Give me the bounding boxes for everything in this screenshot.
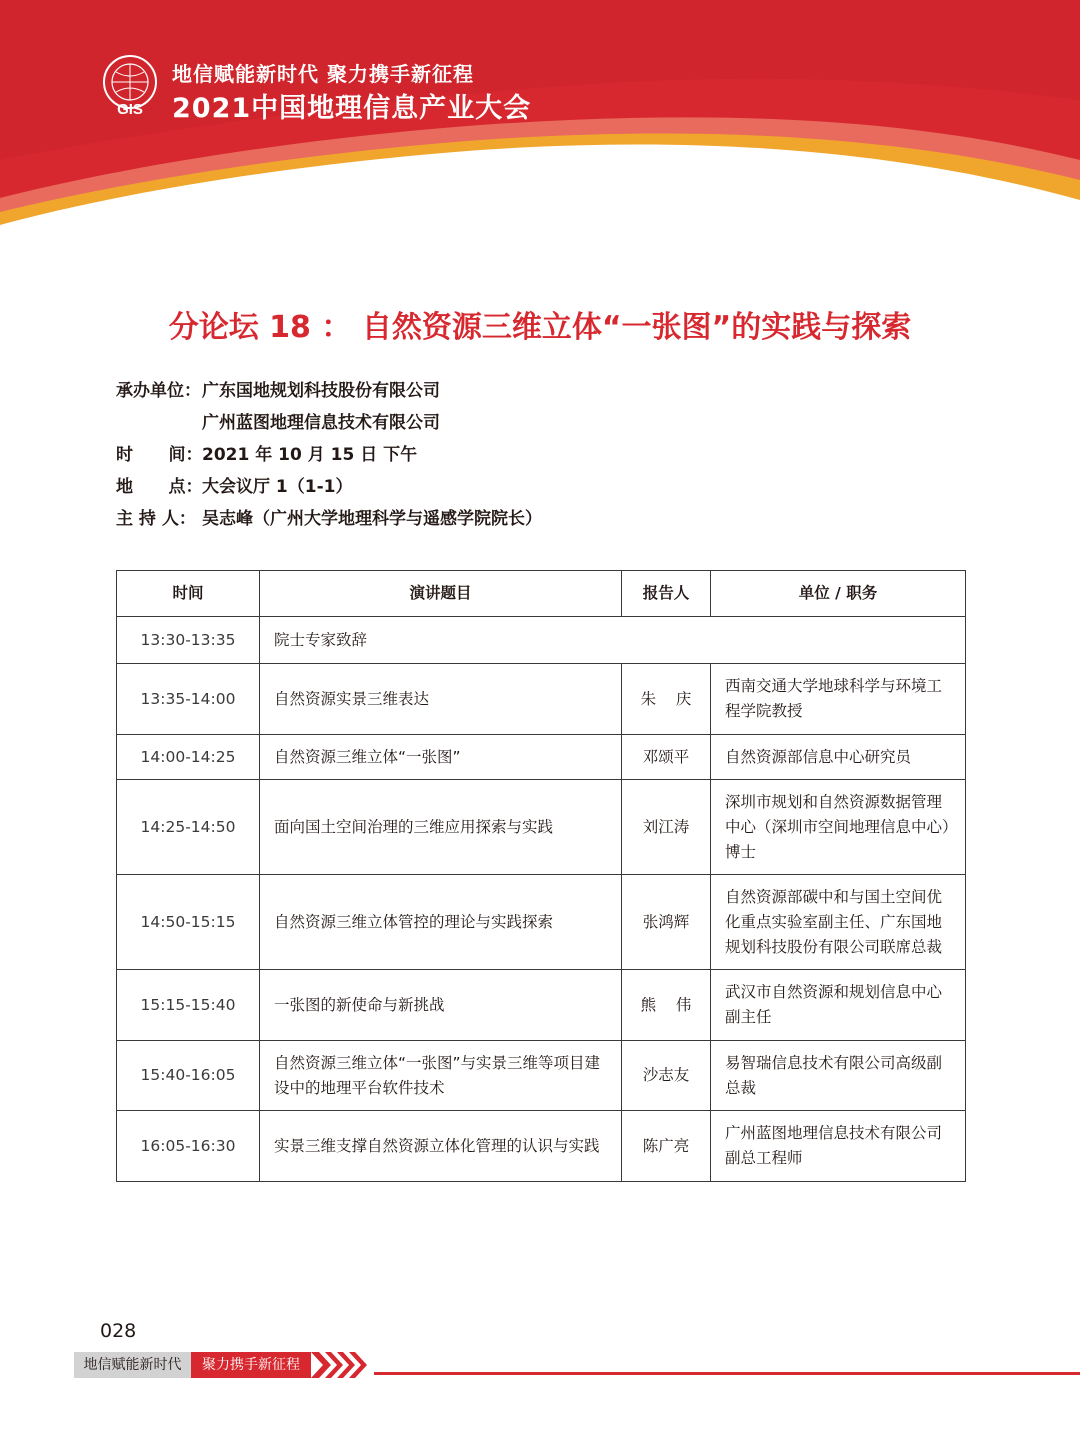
footer-right-label: 聚力携手新征程	[191, 1352, 311, 1378]
row-speaker: 刘江涛	[622, 780, 711, 875]
time-value: 2021 年 10 月 15 日 下午	[202, 445, 418, 465]
row-speaker: 邓颂平	[622, 735, 711, 780]
header-topic: 演讲题目	[260, 571, 622, 617]
row-unit: 深圳市规划和自然资源数据管理中心（深圳市空间地理信息中心）博士	[711, 780, 966, 875]
footer-bar	[74, 1352, 1080, 1382]
row-time: 16:05-16:30	[117, 1111, 260, 1182]
table-row	[117, 1111, 966, 1182]
row-time: 14:50-15:15	[117, 875, 260, 970]
row-unit: 易智瑞信息技术有限公司高级副总裁	[711, 1041, 966, 1111]
row-time: 15:40-16:05	[117, 1041, 260, 1111]
footer-line	[374, 1372, 1080, 1375]
schedule-table	[116, 570, 966, 1182]
header-banner	[0, 0, 1080, 240]
organizer-1: 广东国地规划科技股份有限公司	[202, 381, 440, 401]
header-speaker: 报告人	[622, 571, 711, 617]
row-topic: 自然资源实景三维表达	[260, 664, 622, 735]
row-time: 14:00-14:25	[117, 735, 260, 780]
row-topic: 自然资源三维立体“一张图”与实景三维等项目建设中的地理平台软件技术	[260, 1041, 622, 1111]
row-topic: 一张图的新使命与新挑战	[260, 970, 622, 1041]
logo-gis-text: GIS	[117, 101, 143, 118]
host-label: 主 持 人：	[116, 509, 196, 529]
table-row	[117, 617, 966, 664]
row-time: 13:35-14:00	[117, 664, 260, 735]
gis-logo	[100, 52, 160, 118]
row-speaker: 陈广亮	[622, 1111, 711, 1182]
page-number: 028	[100, 1320, 137, 1342]
row-unit: 西南交通大学地球科学与环境工程学院教授	[711, 664, 966, 735]
header-slogan: 地信赋能新时代 聚力携手新征程	[172, 62, 474, 86]
table-row	[117, 1041, 966, 1111]
organizer-2: 广州蓝图地理信息技术有限公司	[202, 413, 440, 433]
row-topic: 实景三维支撑自然资源立体化管理的认识与实践	[260, 1111, 622, 1182]
table-row	[117, 875, 966, 970]
row-speaker: 沙志友	[622, 1041, 711, 1111]
row-unit: 自然资源部碳中和与国土空间优化重点实验室副主任、广东国地规划科技股份有限公司联席总裁	[711, 875, 966, 970]
header-background	[0, 0, 1080, 240]
table-row	[117, 970, 966, 1041]
row-topic: 面向国土空间治理的三维应用探索与实践	[260, 780, 622, 875]
place-label: 地 点：	[116, 477, 203, 497]
header-unit: 单位 / 职务	[711, 571, 966, 617]
time-label: 时 间：	[116, 445, 203, 465]
row-unit: 自然资源部信息中心研究员	[711, 735, 966, 780]
conference-title: 2021中国地理信息产业大会	[172, 93, 532, 124]
row-speaker: 熊 伟	[622, 970, 711, 1041]
table-row	[117, 735, 966, 780]
table-row	[117, 780, 966, 875]
table-header-row	[117, 571, 966, 617]
header-time: 时间	[117, 571, 260, 617]
table-row	[117, 664, 966, 735]
row-unit: 武汉市自然资源和规划信息中心副主任	[711, 970, 966, 1041]
host-value: 吴志峰（广州大学地理科学与遥感学院院长）	[202, 509, 542, 529]
forum-title: 分论坛 18 ： 自然资源三维立体“一张图”的实践与探索	[168, 310, 912, 345]
row-topic: 自然资源三维立体“一张图”	[260, 735, 622, 780]
row-time: 13:30-13:35	[117, 617, 260, 664]
row-unit: 广州蓝图地理信息技术有限公司副总工程师	[711, 1111, 966, 1182]
row-topic: 自然资源三维立体管控的理论与实践探索	[260, 875, 622, 970]
place-value: 大会议厅 1（1-1）	[202, 477, 353, 497]
row-speaker: 朱 庆	[622, 664, 711, 735]
footer-left-label: 地信赋能新时代	[74, 1352, 191, 1378]
row-topic: 院士专家致辞	[260, 617, 966, 664]
organizer-label: 承办单位：	[116, 381, 201, 401]
row-speaker: 张鸿辉	[622, 875, 711, 970]
row-time: 15:15-15:40	[117, 970, 260, 1041]
row-time: 14:25-14:50	[117, 780, 260, 875]
